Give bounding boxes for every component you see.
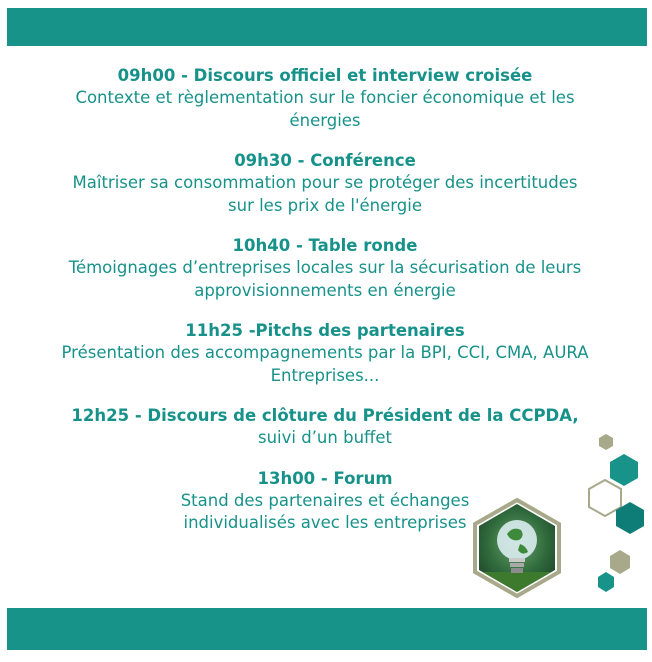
program-item-desc: Présentation des accompagnements par la BPI, CCI, CMA, AURA Entreprises... <box>61 343 589 385</box>
program-item-title: 13h00 - Forum <box>257 468 393 488</box>
program-item-1125 <box>60 319 590 387</box>
hexagon-small-olive-icon <box>599 434 613 450</box>
program-item-title: 09h00 - Discours officiel et interview croisée <box>117 66 533 85</box>
program-item-desc: suivi d’un buffet <box>257 428 393 447</box>
program-item-title: 10h40 - Table ronde <box>232 236 418 255</box>
lightbulb-earth-icon <box>462 432 652 632</box>
top-banner <box>7 8 647 46</box>
program-item-desc: Contexte et règlementation sur le foncier économique et les énergies <box>75 88 575 130</box>
program-item-0930 <box>60 149 590 217</box>
program-item-title: 09h30 - Conférence <box>234 151 416 170</box>
program-item-title: 11h25 -Pitchs des partenaires <box>185 321 465 340</box>
program-item-desc: Témoignages d’entreprises locales sur la sécurisation de leurs approvisionnements en énergie <box>68 258 582 300</box>
bottom-banner <box>7 608 647 650</box>
program-item-desc: Stand des partenaires et échanges individualisés avec les entreprises <box>180 490 470 532</box>
hexagon-olive-icon <box>610 550 630 574</box>
program-item-0900 <box>60 64 590 132</box>
hexagon-teal-small-icon <box>598 572 614 592</box>
program-item-desc: Maîtriser sa consommation pour se protéger des incertitudes sur les prix de l'énergie <box>72 173 578 215</box>
lightbulb-image <box>472 500 562 596</box>
hexagon-teal-icon <box>610 454 638 486</box>
program-item-title: 12h25 - Discours de clôture du Président de la CCPDA, <box>71 406 579 425</box>
program-item-1040 <box>60 234 590 302</box>
